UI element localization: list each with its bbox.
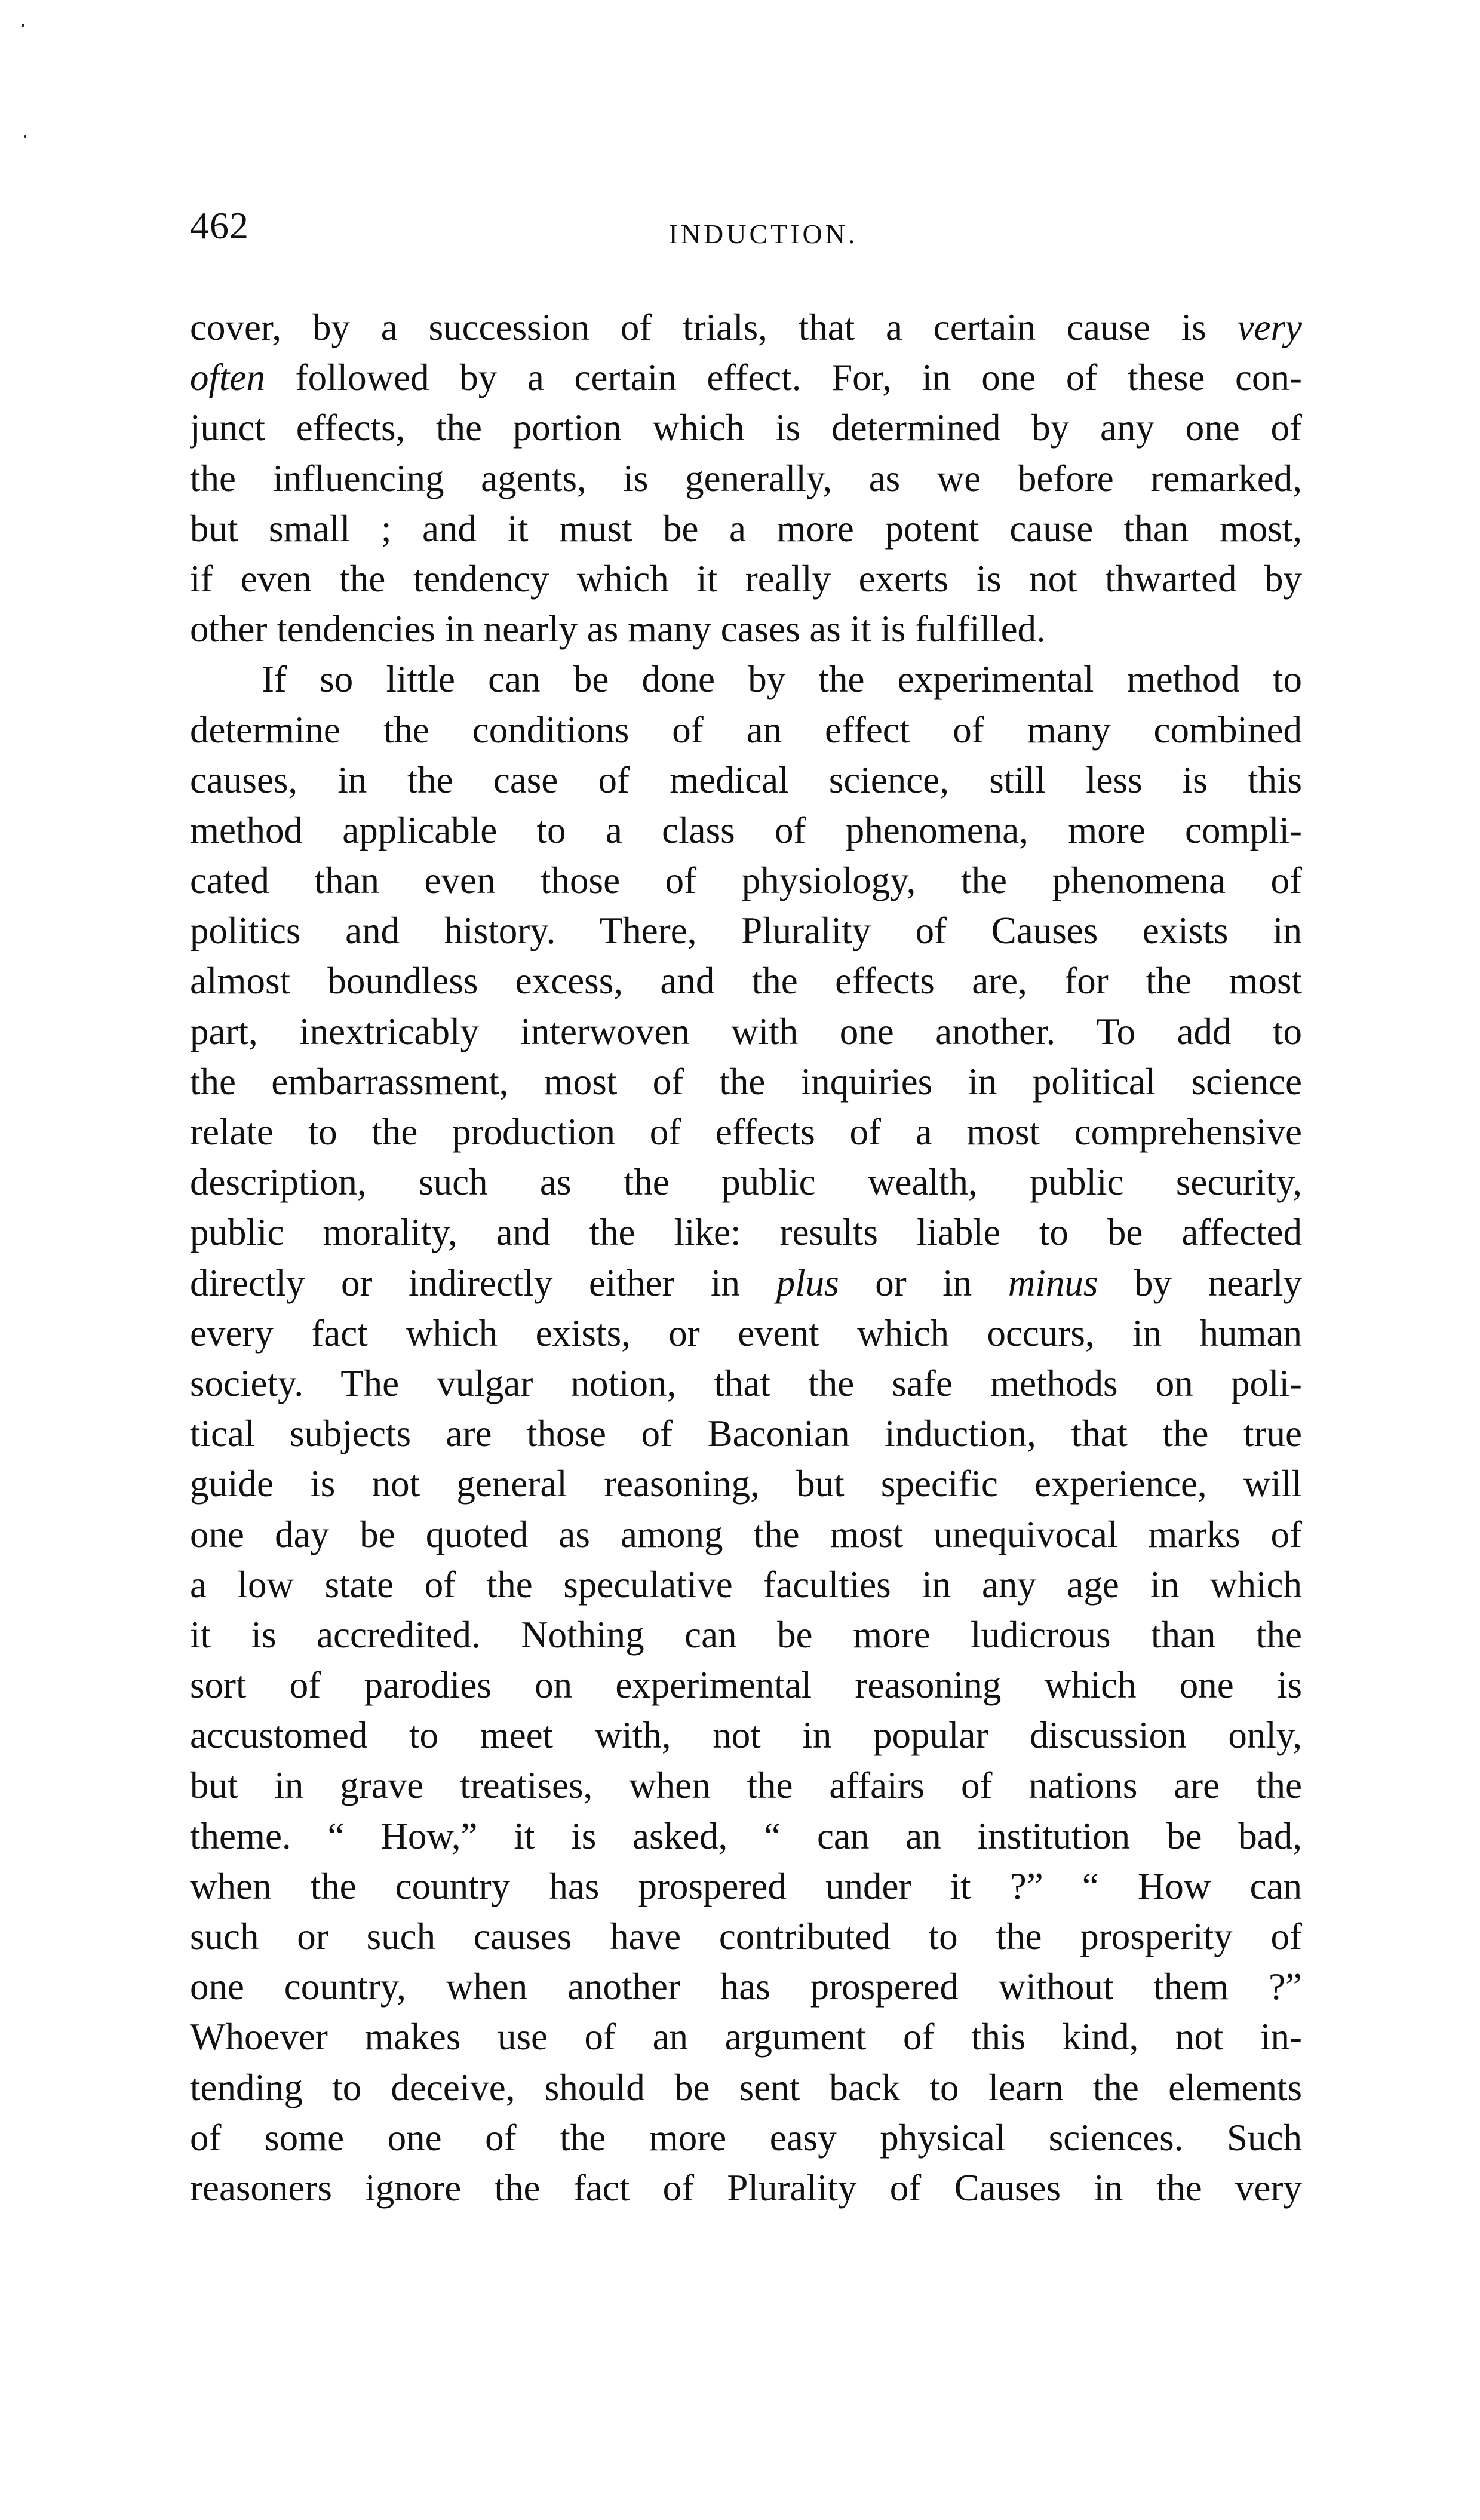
- text-run: a low state of the speculative faculties in any age in which: [190, 1563, 1302, 1606]
- text-run: junct effects, the portion which is determined by any one of: [190, 407, 1302, 449]
- text-run: causes, in the case of medical science, still less is this: [190, 759, 1302, 801]
- italic-text: plus: [776, 1261, 839, 1304]
- text-line: [190, 906, 1302, 956]
- text-line: [190, 755, 1302, 805]
- text-run: politics and history. There, Plurality of Causes exists in: [190, 910, 1302, 952]
- italic-text: often: [190, 357, 265, 399]
- text-run: reasoners ignore the fact of Plurality of Causes in the very: [190, 2166, 1302, 2209]
- text-line: [190, 2012, 1302, 2062]
- text-line: [190, 1207, 1302, 1257]
- text-run: if even the tendency which it really exerts is not thwarted by: [190, 557, 1302, 600]
- text-run: other tendencies in nearly as many cases as it is fulfilled.: [190, 608, 1046, 650]
- text-run: followed by a certain effect. For, in one of these con-: [265, 357, 1302, 399]
- scan-speck: [24, 135, 26, 138]
- text-line: [190, 403, 1302, 453]
- text-run: but in grave treatises, when the affairs of nations are the: [190, 1764, 1302, 1807]
- text-run: guide is not general reasoning, but specific experience, will: [190, 1463, 1302, 1505]
- text-line: [190, 302, 1302, 352]
- text-line: [190, 1861, 1302, 1911]
- text-run: of some one of the more easy physical sciences. Such: [190, 2116, 1302, 2159]
- text-line: [190, 1660, 1302, 1710]
- text-run: tending to deceive, should be sent back to learn the elements: [190, 2066, 1302, 2108]
- text-run: one day be quoted as among the most unequivocal marks of: [190, 1513, 1302, 1555]
- running-head: [190, 202, 1301, 250]
- page-number: 462: [190, 204, 249, 247]
- text-run: If so little can be done by the experimental method to: [262, 658, 1302, 701]
- text-line: [190, 1811, 1302, 1861]
- text-line: [190, 1962, 1302, 2012]
- text-line: [190, 1358, 1302, 1408]
- text-run: society. The vulgar notion, that the safe methods on poli-: [190, 1362, 1302, 1404]
- text-run: determine the conditions of an effect of many combined: [190, 708, 1302, 751]
- text-line: [190, 705, 1302, 755]
- text-run: cover, by a succession of trials, that a certain cause is: [190, 306, 1238, 348]
- text-run: part, inextricably interwoven with one another. To add to: [190, 1010, 1302, 1052]
- text-line: [190, 554, 1302, 604]
- text-line: [190, 504, 1302, 554]
- text-line: [190, 1157, 1302, 1207]
- text-run: every fact which exists, or event which occurs, in human: [190, 1312, 1302, 1354]
- text-run: public morality, and the like: results liable to be affected: [190, 1211, 1302, 1254]
- text-run: method applicable to a class of phenomena, more compli-: [190, 809, 1302, 851]
- text-line: [190, 1760, 1302, 1810]
- text-line: [190, 1560, 1302, 1610]
- text-line: [190, 956, 1302, 1006]
- text-run: relate to the production of effects of a most comprehensive: [190, 1111, 1302, 1153]
- text-run: cated than even those of physiology, the phenomena of: [190, 860, 1302, 902]
- text-line: [190, 1107, 1302, 1157]
- text-line: [190, 1057, 1302, 1107]
- text-line: [190, 1006, 1302, 1057]
- text-run: description, such as the public wealth, public security,: [190, 1161, 1302, 1204]
- body-text: [190, 302, 1302, 2213]
- text-line: [190, 1408, 1302, 1459]
- text-run: the influencing agents, is generally, as we before remarked,: [190, 457, 1302, 499]
- text-line: [190, 855, 1302, 906]
- text-run: or in: [839, 1261, 1008, 1304]
- text-run: tical subjects are those of Baconian induction, that the true: [190, 1413, 1302, 1455]
- text-line: [190, 1710, 1302, 1760]
- text-line: [190, 805, 1302, 855]
- italic-text: minus: [1008, 1261, 1098, 1304]
- text-line: [190, 1911, 1302, 1962]
- text-run: the embarrassment, most of the inquiries in political science: [190, 1060, 1302, 1103]
- text-line: [190, 1308, 1302, 1358]
- text-line: [190, 352, 1302, 403]
- text-run: sort of parodies on experimental reasoning which one is: [190, 1664, 1302, 1706]
- italic-text: very: [1237, 306, 1302, 348]
- text-run: theme. “ How,” it is asked, “ can an institution be bad,: [190, 1815, 1302, 1857]
- text-run: almost boundless excess, and the effects are, for the most: [190, 960, 1302, 1002]
- scan-speck: [22, 24, 24, 27]
- text-run: such or such causes have contributed to the prosperity of: [190, 1916, 1302, 1957]
- text-run: one country, when another has prospered without them ?”: [190, 1966, 1302, 2008]
- text-line: [190, 1610, 1302, 1660]
- text-run: but small ; and it must be a more potent cause than most,: [190, 507, 1302, 550]
- text-line: [190, 2062, 1302, 2113]
- text-line: [190, 654, 1302, 704]
- text-line: [190, 2163, 1302, 2213]
- text-run: by nearly: [1098, 1261, 1302, 1304]
- text-run: it is accredited. Nothing can be more ludicrous than the: [190, 1613, 1302, 1656]
- text-run: Whoever makes use of an argument of this kind, not in-: [190, 2016, 1302, 2058]
- text-run: accustomed to meet with, not in popular discussion only,: [190, 1714, 1302, 1757]
- running-title: INDUCTION.: [668, 219, 858, 249]
- text-line: [190, 453, 1302, 504]
- text-line: [190, 604, 1302, 654]
- text-line: [190, 1459, 1302, 1509]
- text-line: [190, 1258, 1302, 1308]
- text-run: when the country has prospered under it ?” “ How can: [190, 1865, 1302, 1907]
- text-run: directly or indirectly either in: [190, 1261, 776, 1304]
- text-line: [190, 1509, 1302, 1560]
- text-line: [190, 2113, 1302, 2163]
